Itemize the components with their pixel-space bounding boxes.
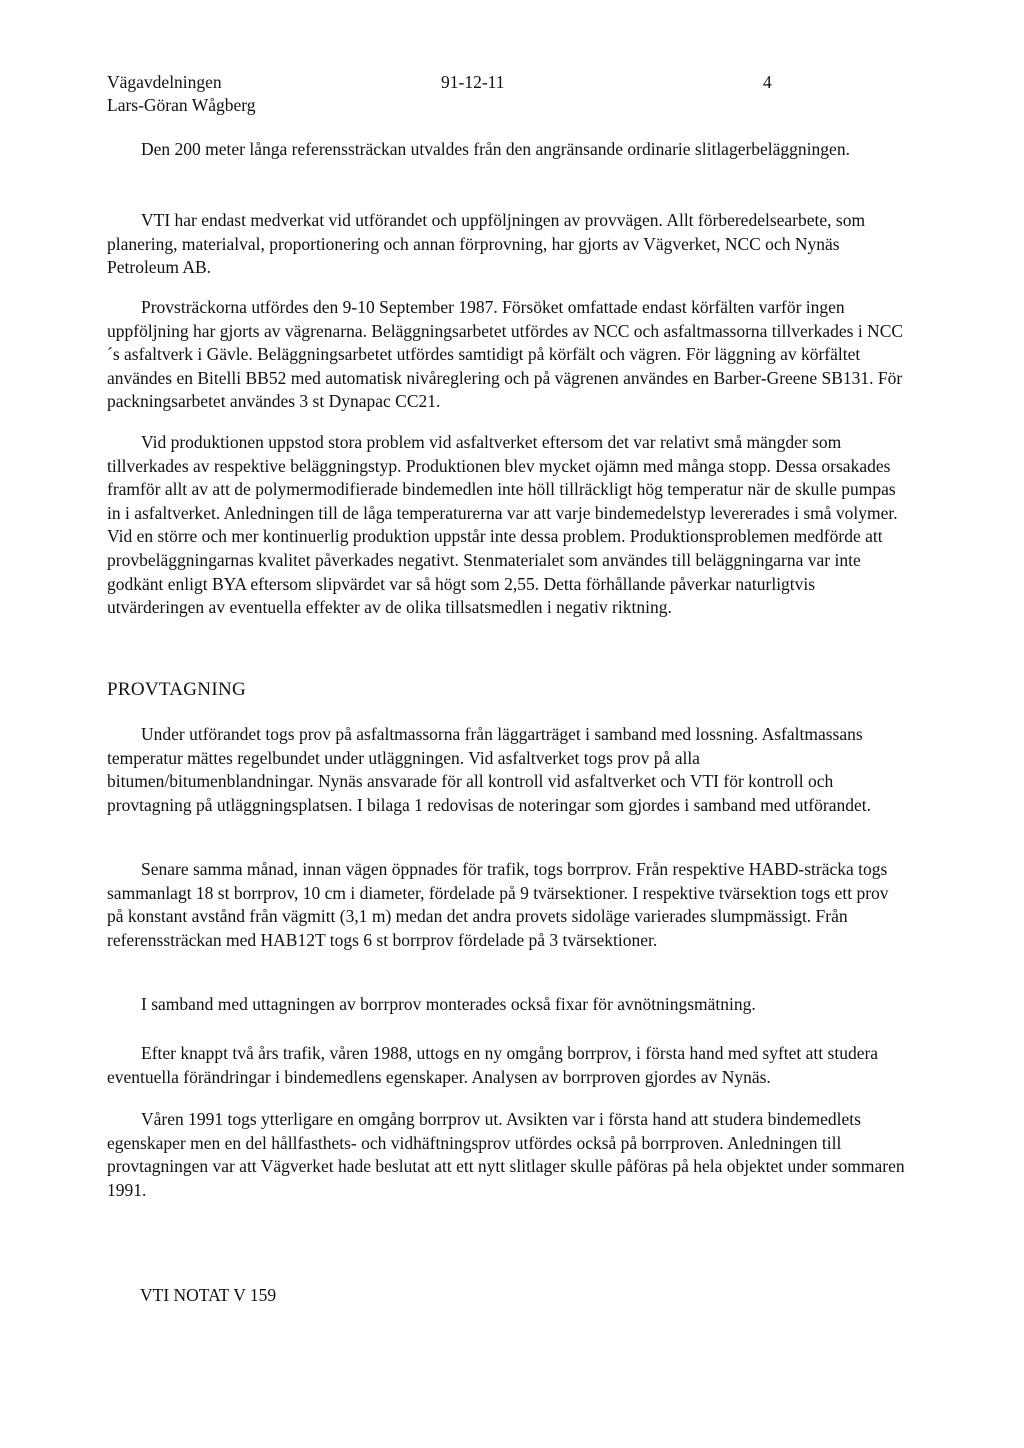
paragraph-text: Vid produktionen uppstod stora problem vid asfaltverket eftersom det var relativt små mängder som tillverkades av respektive beläggningstyp. Produktionen blev mycket ojämn med många stopp. Dessa orsakades framför allt av att de polymermodifierade bindemedlen inte höll tillräckligt hög temperatur när de skulle pumpas in i asfaltverket. Anledningen till de låga temperaturerna var att varje bindemedelstyp levererades i små volymer. Vid en större och mer kontinuerlig produktion uppstår inte dessa problem. Produktionsproblemen medförde att provbeläggningarnas kvalitet påverkades negativt. Stenmaterialet som användes till beläggningarna var inte godkänt enligt BYA eftersom slipvärdet var så högt som 2,55. Detta förhållande påverkar naturligtvis utvärderingen av eventuella effekter av de olika tillsatsmedlen i negativ riktning. — [107, 432, 898, 618]
header-author: Lars-Göran Wågberg — [107, 95, 256, 115]
header-page-number: 4 — [763, 72, 772, 92]
paragraph-construction — [107, 296, 907, 414]
paragraph-reference-section — [107, 138, 907, 162]
paragraph-text: Den 200 meter långa referenssträckan utvaldes från den angränsande ordinarie slitlagerbeläggningen. — [141, 139, 850, 159]
header-org: Vägavdelningen — [107, 72, 222, 92]
paragraph-sampling — [107, 723, 907, 817]
paragraph-text: Provsträckorna utfördes den 9-10 September 1987. Försöket omfattade endast körfälten varför ingen uppföljning har gjorts av vägrenarna. Beläggningsarbetet utfördes av NCC och asfaltmassorna tillverkades i NCC´s asfaltverk i Gävle. Beläggningsarbetet utfördes samtidigt på körfält och vägren. För läggning av körfältet användes en Bitelli BB52 med automatisk nivåreglering och på vägrenen användes en Barber-Greene SB131. För packningsarbetet användes 3 st Dynapac CC21. — [107, 297, 904, 412]
paragraph-production-problems — [107, 431, 907, 620]
paragraph-text: Under utförandet togs prov på asfaltmassorna från läggarträget i samband med lossning. Asfaltmassans temperatur mättes regelbundet under utläggningen. Vid asfaltverket togs prov på alla bitumen/bitumenblandningar. Nynäs ansvarade för all kontroll vid asfaltverket och VTI för kontroll och provtagning på utläggningsplatsen. I bilaga 1 redovisas de noteringar som gjordes i samband med utförandet. — [107, 724, 871, 815]
paragraph-1991-samples — [107, 1108, 907, 1202]
paragraph-text: Efter knappt två års trafik, våren 1988, uttogs en ny omgång borrprov, i första hand med syftet att studera eventuella förändringar i bindemedlens egenskaper. Analysen av borrproven gjordes av Nynäs. — [107, 1043, 879, 1087]
footer-report-id: VTI NOTAT V 159 — [140, 1285, 277, 1305]
paragraph-text: I samband med uttagningen av borrprov monterades också fixar för avnötningsmätning. — [141, 994, 756, 1014]
section-heading: PROVTAGNING — [107, 679, 246, 700]
paragraph-text: Senare samma månad, innan vägen öppnades för trafik, togs borrprov. Från respektive HABD-sträcka togs sammanlagt 18 st borrprov, 10 cm i diameter, fördelade på 9 tvärsektioner. I respektive tvärsektion togs ett prov på konstant avstånd från vägmitt (3,1 m) medan det andra provets sidoläge varierades slumpmässigt. Från referenssträckan med HAB12T togs 6 st borrprov fördelade på 3 tvärsektioner. — [107, 859, 889, 950]
paragraph-wear-fixtures — [107, 993, 907, 1017]
paragraph-text: Våren 1991 togs ytterligare en omgång borrprov ut. Avsikten var i första hand att studera bindemedlets egenskaper men en del hållfasthets- och vidhäftningsprov utfördes också på borrproven. Anledningen till provtagningen var att Vägverket hade beslutat att ett nytt slitlager skulle påföras på hela objektet under sommaren 1991. — [107, 1109, 905, 1200]
paragraph-1988-samples — [107, 1042, 907, 1089]
paragraph-core-samples — [107, 858, 907, 952]
paragraph-vti-role — [107, 209, 907, 280]
paragraph-text: VTI har endast medverkat vid utförandet och uppföljningen av provvägen. Allt förberedelsearbete, som planering, materialval, proportionering och annan förprovning, har gjorts av Vägverket, NCC och Nynäs Petroleum AB. — [107, 210, 866, 278]
header-date: 91-12-11 — [441, 72, 505, 92]
